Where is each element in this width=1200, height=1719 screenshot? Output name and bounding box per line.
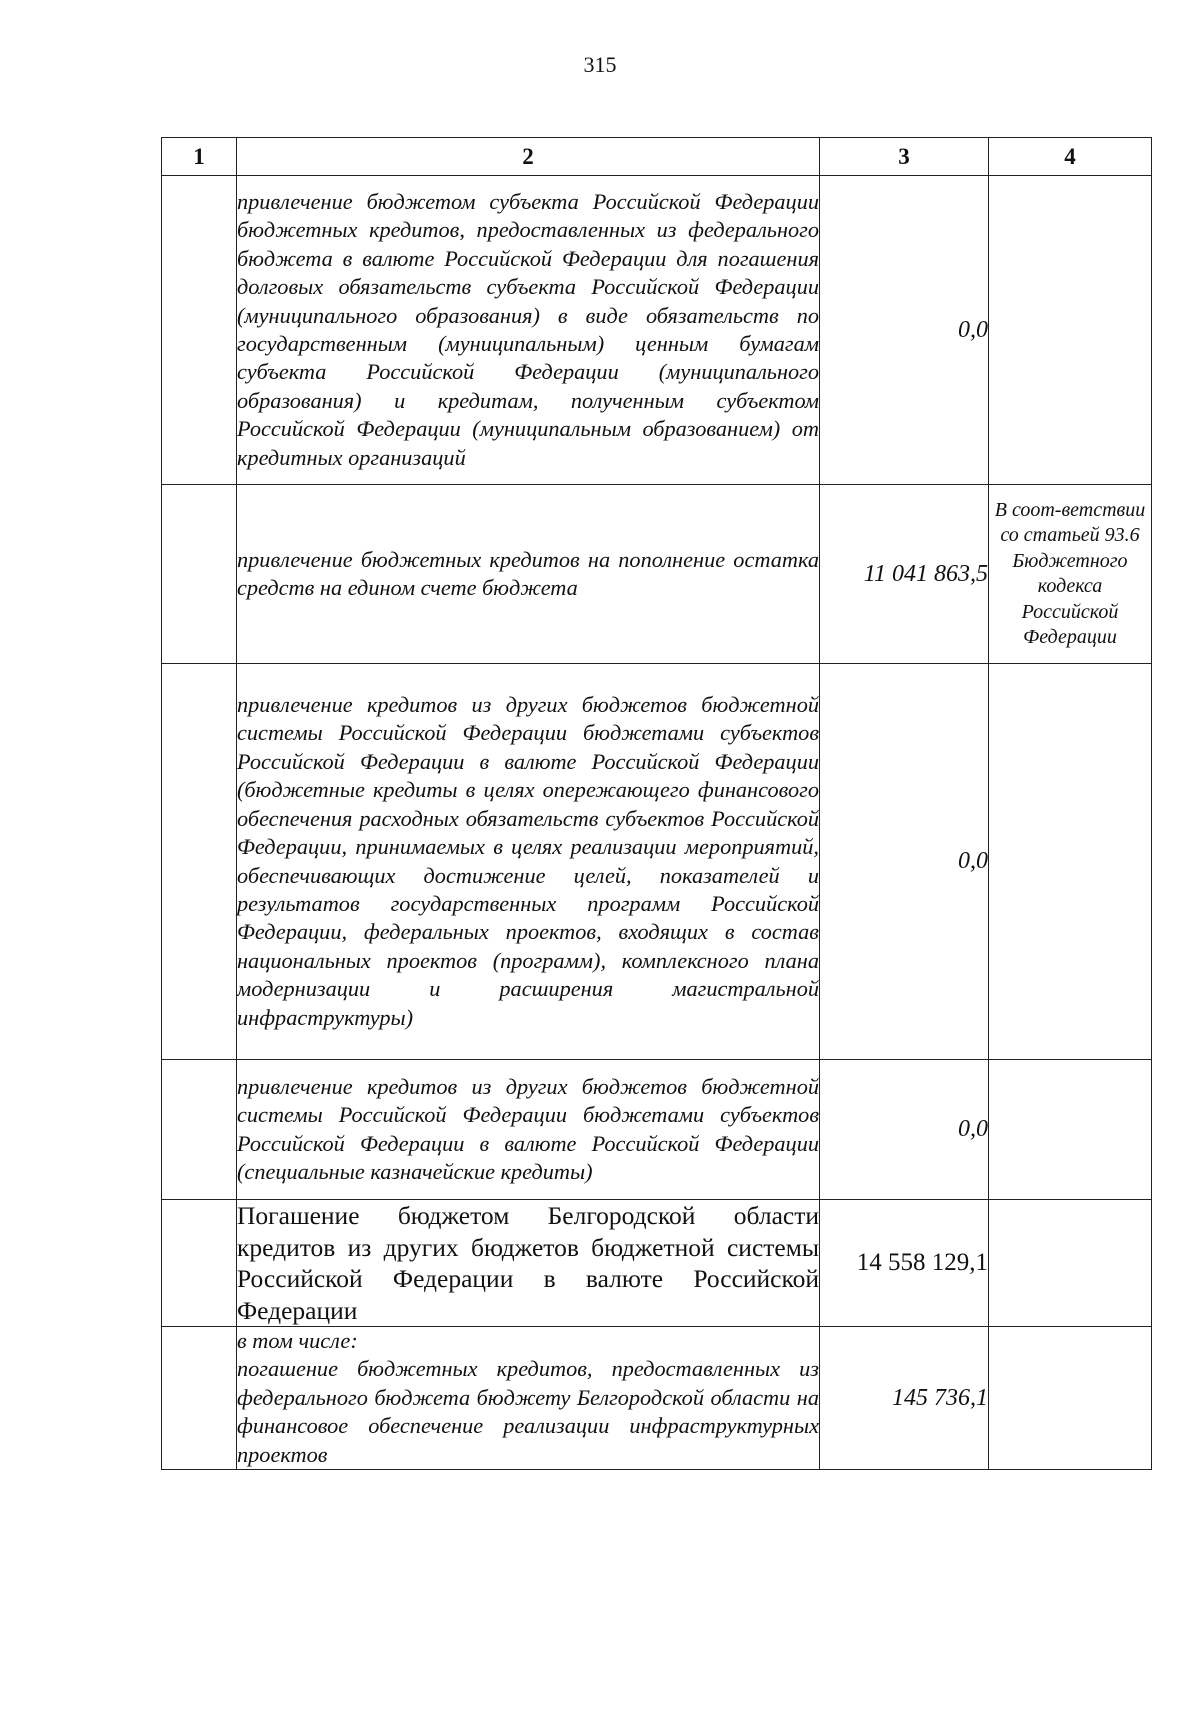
row-number-cell — [162, 1327, 237, 1470]
amount-cell: 145 736,1 — [820, 1327, 989, 1470]
note-cell — [989, 176, 1152, 485]
table-row — [162, 485, 1152, 664]
row-number-cell — [162, 176, 237, 485]
amount-cell: 14 558 129,1 — [820, 1200, 989, 1327]
note-cell: В соот-ветствии со статьей 93.6 Бюджетного кодекса Российской Федерации — [989, 485, 1152, 664]
column-header-3: 3 — [820, 138, 989, 176]
description-cell: привлечение кредитов из других бюджетов бюджетной системы Российской Федерации бюджетами субъектов Российской Федерации в валюте Российской Федерации (специальные казначейские кредиты) — [237, 1060, 820, 1200]
table-row — [162, 1327, 1152, 1470]
table-row — [162, 176, 1152, 485]
note-cell — [989, 1200, 1152, 1327]
row-number-cell — [162, 1060, 237, 1200]
amount-cell: 0,0 — [820, 1060, 989, 1200]
amount-cell: 0,0 — [820, 176, 989, 485]
description-text: погашение бюджетных кредитов, предоставленных из федерального бюджета бюджету Белгородской области на финансовое обеспечение реализации инфраструктурных проектов — [237, 1356, 819, 1467]
note-cell — [989, 1060, 1152, 1200]
table-header-row — [162, 138, 1152, 176]
amount-cell: 0,0 — [820, 664, 989, 1060]
column-header-4: 4 — [989, 138, 1152, 176]
description-intro: в том числе: — [237, 1328, 358, 1353]
description-cell: привлечение бюджетом субъекта Российской Федерации бюджетных кредитов, предоставленных из федерального бюджета в валюте Российской Федерации для погашения долговых обязательств субъекта Российской Федерации (муниципального образования) в виде обязательств по государственным (муниципальным) ценным бумагам субъекта Российской Федерации (муниципального образования) и кредитам, полученным субъектом Российской Федерации (муниципальным образованием) от кредитных организаций — [237, 176, 820, 485]
row-number-cell — [162, 1200, 237, 1327]
table-row — [162, 664, 1152, 1060]
description-cell: привлечение бюджетных кредитов на пополнение остатка средств на едином счете бюджета — [237, 485, 820, 664]
table-row — [162, 1200, 1152, 1327]
column-header-1: 1 — [162, 138, 237, 176]
column-header-2: 2 — [237, 138, 820, 176]
page-number: 315 — [583, 52, 617, 77]
description-cell — [237, 1327, 820, 1470]
note-cell — [989, 1327, 1152, 1470]
description-cell: привлечение кредитов из других бюджетов бюджетной системы Российской Федерации бюджетами субъектов Российской Федерации в валюте Российской Федерации (бюджетные кредиты в целях опережающего финансового обеспечения расходных обязательств субъектов Российской Федерации, принимаемых в целях реализации мероприятий, обеспечивающих достижение целей, показателей и результатов государственных программ Российской Федерации, федеральных проектов, входящих в состав национальных проектов (программ), комплексного плана модернизации и расширения магистральной инфраструктуры) — [237, 664, 820, 1060]
note-cell — [989, 664, 1152, 1060]
row-number-cell — [162, 664, 237, 1060]
table-row — [162, 1060, 1152, 1200]
budget-table — [161, 137, 1152, 1470]
amount-cell: 11 041 863,5 — [820, 485, 989, 664]
description-cell: Погашение бюджетом Белгородской области кредитов из других бюджетов бюджетной системы Российской Федерации в валюте Российской Федерации — [237, 1201, 819, 1325]
row-number-cell — [162, 485, 237, 664]
